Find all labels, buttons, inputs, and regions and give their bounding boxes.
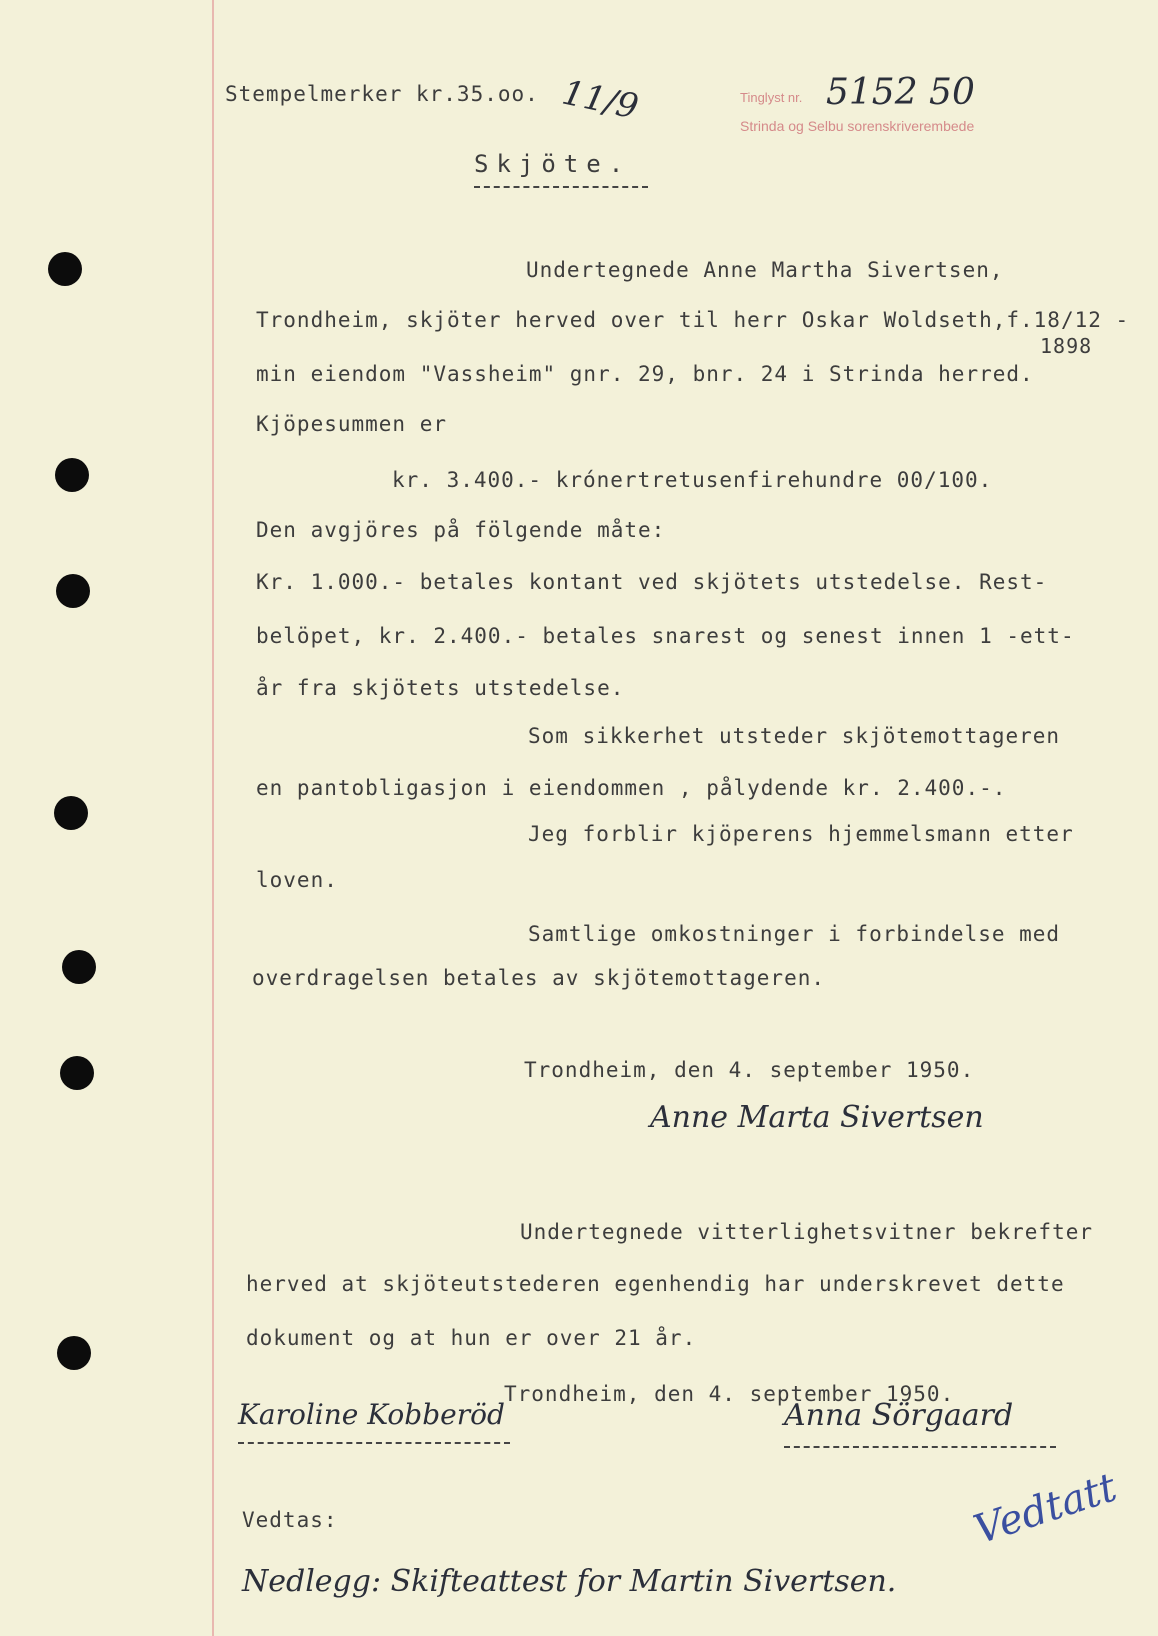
signature-seller: Anne Marta Sivertsen (650, 1100, 984, 1135)
attachment-note: Nedlegg: Skifteattest for Martin Sivertsen. (242, 1564, 897, 1599)
body-line: overdragelsen betales av skjötemottageren. (252, 966, 826, 990)
signature-line-1 (238, 1442, 510, 1444)
registry-number: 5152 50 (826, 72, 975, 113)
signature-witness-2: Anna Sörgaard (784, 1398, 1014, 1433)
signature-line-2 (784, 1446, 1056, 1448)
punch-hole-3 (56, 574, 90, 608)
body-line: Kjöpesummen er (256, 412, 448, 436)
body-line: år fra skjötets utstedelse. (256, 676, 625, 700)
witness-line: dokument og at hun er over 21 år. (246, 1326, 697, 1350)
punch-hole-6 (60, 1056, 94, 1090)
registry-stamp-label: Tinglyst nr. (740, 90, 803, 105)
vedtas-label: Vedtas: (242, 1508, 338, 1532)
witness-line: Undertegnede vitterlighetsvitner bekrefter (520, 1220, 1094, 1244)
body-line: Undertegnede Anne Martha Sivertsen, (526, 258, 1004, 282)
place-date: Trondheim, den 4. september 1950. (524, 1058, 975, 1082)
punch-hole-7 (57, 1336, 91, 1370)
body-line: Som sikkerhet utsteder skjötemottageren (528, 724, 1061, 748)
punch-hole-5 (62, 950, 96, 984)
stamp-duty: Stempelmerker kr.35.oo. (225, 82, 539, 106)
signature-witness-1: Karoline Kobberöd (238, 1398, 505, 1431)
registry-stamp-office: Strinda og Selbu sorenskriverembede (740, 118, 975, 134)
purchase-price: kr. 3.400.- krónertretusenfirehundre 00/100. (392, 468, 993, 492)
punch-hole-1 (48, 252, 82, 286)
witness-line: herved at skjöteutstederen egenhendig har underskrevet dette (246, 1272, 1065, 1296)
body-line: Den avgjöres på fölgende måte: (256, 518, 666, 542)
body-line: min eiendom "Vassheim" gnr. 29, bnr. 24 i Strinda herred. (256, 362, 1034, 386)
body-line: Jeg forblir kjöperens hjemmelsmann etter (528, 822, 1074, 846)
handwritten-date-note: 11/9 (558, 72, 642, 128)
document-title: Skjöte. (474, 150, 632, 178)
title-underline (474, 186, 648, 188)
body-line: Kr. 1.000.- betales kontant ved skjötets utstedelse. Rest- (256, 570, 1048, 594)
margin-line (212, 0, 214, 1636)
body-line: belöpet, kr. 2.400.- betales snarest og senest innen 1 -ett- (256, 624, 1075, 648)
body-line: en pantobligasjon i eiendommen , pålydende kr. 2.400.-. (256, 776, 1007, 800)
body-line: Samtlige omkostninger i forbindelse med (528, 922, 1061, 946)
body-line: loven. (256, 868, 338, 892)
approval-mark: Vedtatt (968, 1464, 1123, 1554)
place-date: Trondheim, den 4. september 1950. (504, 1382, 955, 1406)
birth-year: 1898 (1040, 334, 1093, 358)
body-line: Trondheim, skjöter herved over til herr Oskar Woldseth,f.18/12 - (256, 308, 1130, 332)
punch-hole-2 (55, 458, 89, 492)
punch-hole-4 (54, 796, 88, 830)
